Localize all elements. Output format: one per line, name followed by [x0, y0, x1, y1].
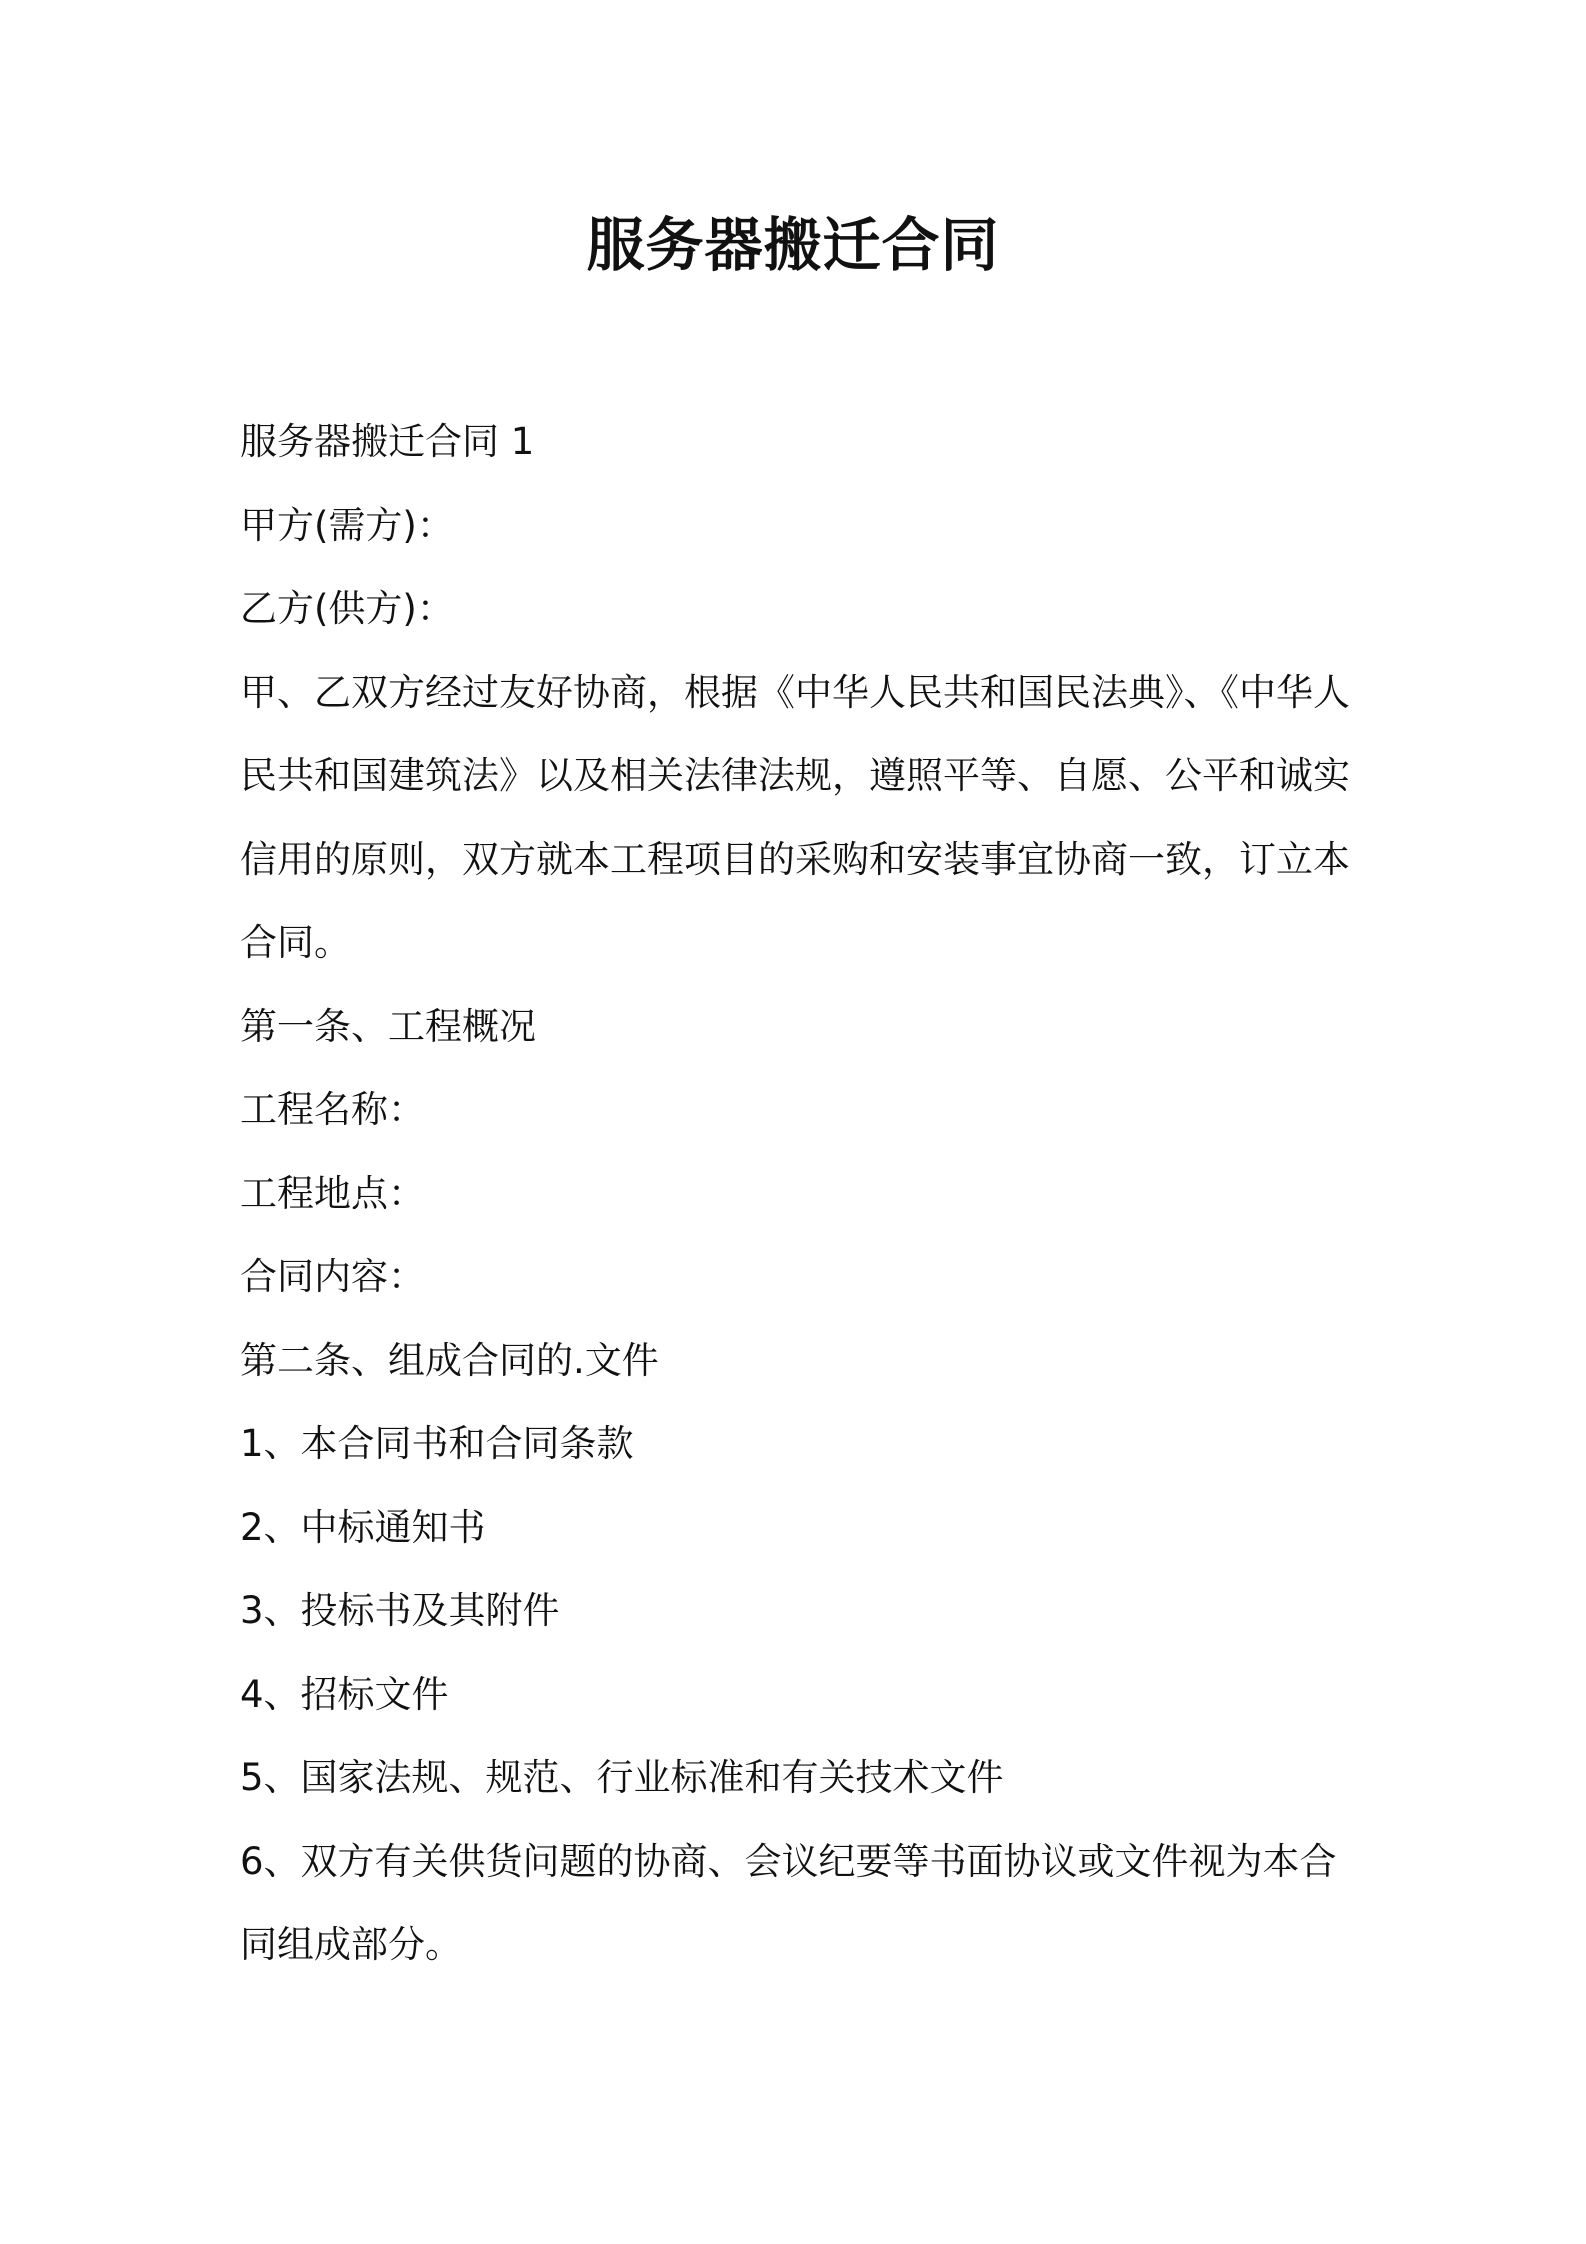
party-a-line: 甲方(需方)： [240, 503, 454, 547]
contract-document-item: 6、双方有关供货问题的协商、会议纪要等书面协议或文件视为本合同组成部分。 [240, 1839, 1337, 1966]
contract-subtitle: 服务器搬迁合同 1 [240, 420, 535, 463]
contract-document-item: 5、国家法规、规范、行业标准和有关技术文件 [240, 1756, 1004, 1799]
article-2-heading: 第二条、组成合同的.文件 [240, 1338, 659, 1382]
article-1-heading: 第一条、工程概况 [240, 1004, 536, 1048]
party-b-line: 乙方(供方)： [240, 587, 454, 630]
contract-content-field: 合同内容： [240, 1255, 425, 1298]
document-body [240, 400, 1360, 1987]
contract-document-item: 1、本合同书和合同条款 [240, 1422, 634, 1465]
contract-document-item: 2、中标通知书 [240, 1505, 486, 1549]
preamble-paragraph: 甲、乙双方经过友好协商，根据《中华人民共和国民法典》、《中华人民共和国建筑法》以及相关法律法规，遵照平等、自愿、公平和诚实信用的原则，双方就本工程项目的采购和安装事宜协商一致，订立本合同。 [240, 670, 1350, 964]
project-location-field: 工程地点： [240, 1171, 425, 1215]
contract-document-item: 3、投标书及其附件 [240, 1589, 560, 1632]
project-name-field: 工程名称： [240, 1088, 425, 1131]
contract-document-item: 4、招标文件 [240, 1672, 449, 1716]
document-title: 服务器搬迁合同 [586, 211, 1000, 279]
